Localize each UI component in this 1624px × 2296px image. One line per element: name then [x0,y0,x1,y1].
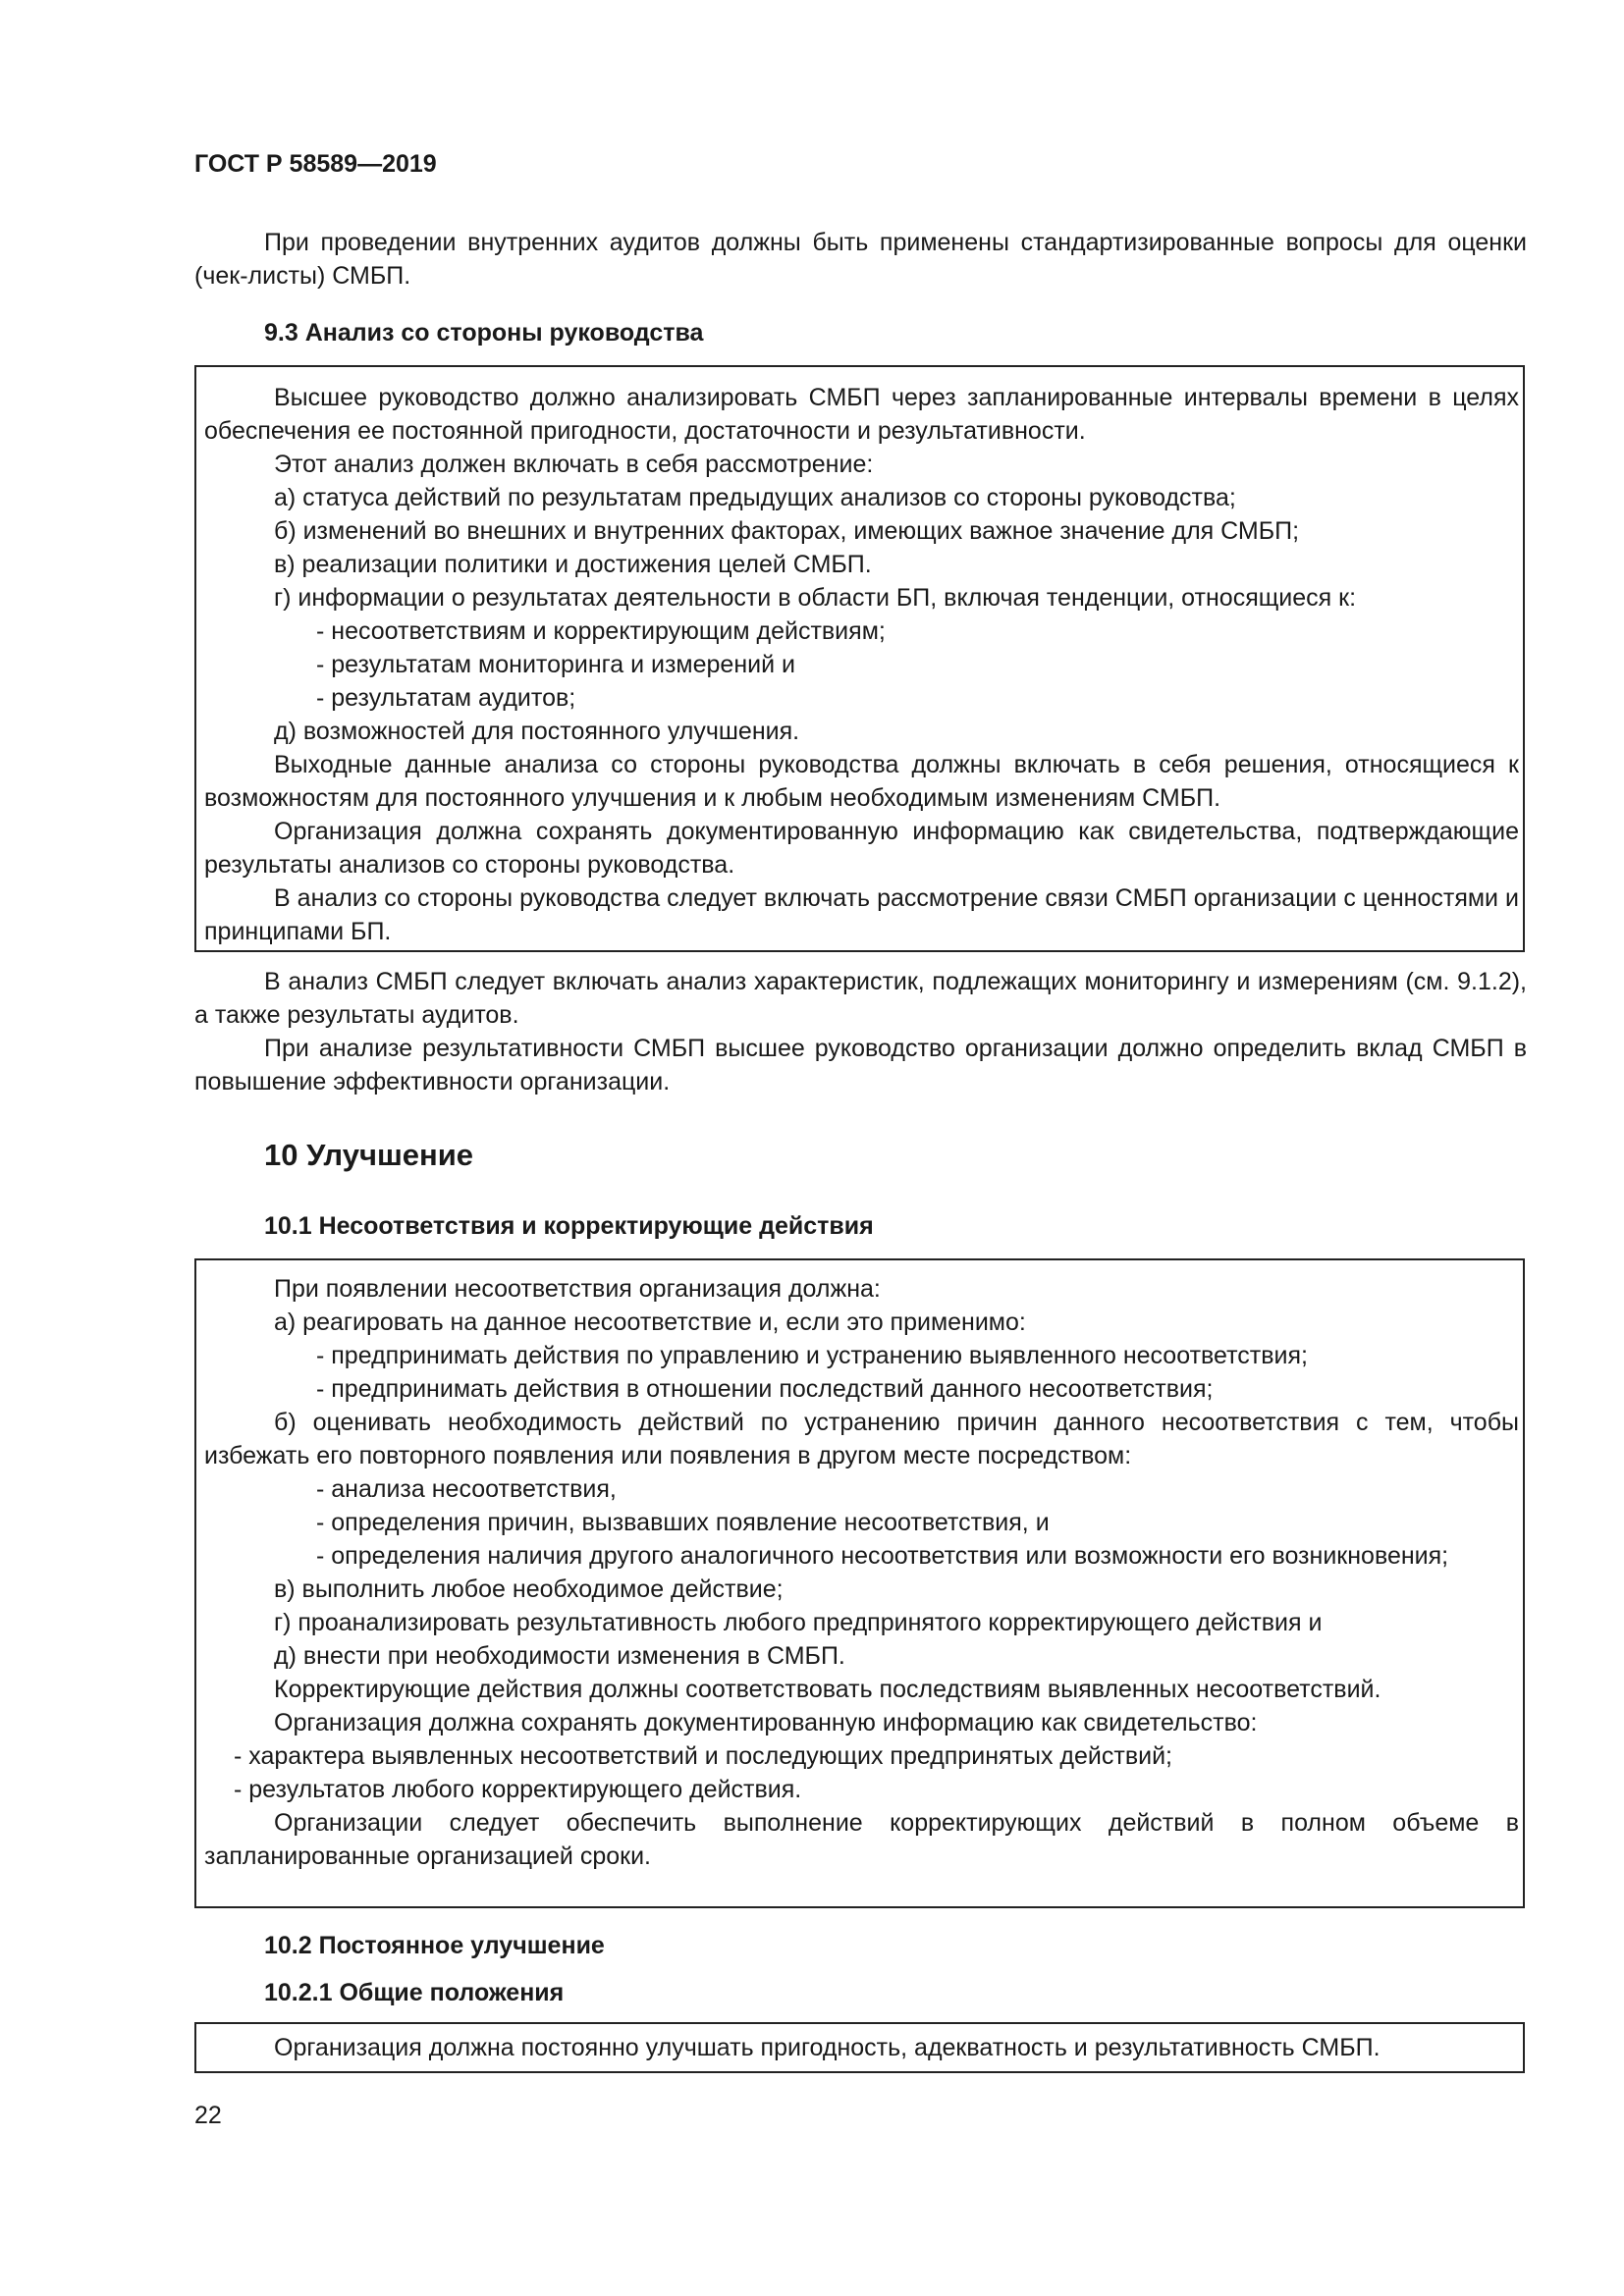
intro-section [194,226,1527,293]
list-item: в) выполнить любое необходимое действие; [274,1575,784,1603]
section-heading-10-2: 10.2 Постоянное улучшение [264,1932,605,1959]
paragraph: В анализ СМБП следует включать анализ характеристик, подлежащих мониторингу и измерениям (см. 9.1.2), а также результаты аудитов. [194,968,1527,1029]
paragraph: Высшее руководство должно анализировать СМБП через запланированные интервалы времени в целях обеспечения ее постоянной пригодности, достаточности и результативности. [204,384,1519,445]
sub-list-item: - определения причин, вызвавших появление несоответствия, и [316,1509,1050,1536]
sub-list-item: - предпринимать действия в отношении последствий данного несоответствия; [316,1375,1214,1403]
sub-list-item: - результатам мониторинга и измерений и [316,651,795,678]
list-item: а) статуса действий по результатам предыдущих анализов со стороны руководства; [274,484,1236,511]
requirement-box-10-2-1 [194,2022,1525,2073]
paragraph: Корректирующие действия должны соответствовать последствиям выявленных несоответствий. [274,1676,1381,1703]
requirement-box-10-1 [194,1258,1525,1908]
list-item: д) внести при необходимости изменения в СМБП. [274,1642,845,1670]
section-heading-9-3: 9.3 Анализ со стороны руководства [264,319,704,347]
list-item: б) оценивать необходимость действий по устранению причин данного несоответствия с тем, чтобы избежать его повторного появления или появления в другом месте посредством: [204,1409,1519,1469]
sub-list-item: - анализа несоответствия, [316,1475,617,1503]
paragraph: Организация должна сохранять документированную информацию как свидетельство: [274,1709,1258,1736]
list-item: а) реагировать на данное несоответствие и, если это применимо: [274,1308,1026,1336]
sub-list-item: - результатам аудитов; [316,684,576,712]
paragraph: При анализе результативности СМБП высшее руководство организации должно определить вклад СМБП в повышение эффективности организации. [194,1035,1527,1095]
list-item: б) изменений во внешних и внутренних факторах, имеющих важное значение для СМБП; [274,517,1300,545]
document-header: ГОСТ Р 58589—2019 [194,150,437,178]
sub-list-item: - несоответствиям и корректирующим действиям; [316,617,886,645]
requirement-box-9-3 [194,365,1525,952]
section-9-3-notes [194,965,1527,1098]
list-item: г) информации о результатах деятельности в области БП, включая тенденции, относящиеся к: [274,584,1357,612]
paragraph: Организация должна постоянно улучшать пригодность, адекватность и результативность СМБП. [274,2034,1380,2061]
section-heading-10: 10 Улучшение [264,1138,474,1172]
sub-list-item: - определения наличия другого аналогичного несоответствия или возможности его возникновения; [316,1542,1449,1570]
paragraph: Этот анализ должен включать в себя рассмотрение: [274,451,874,478]
list-item: - характера выявленных несоответствий и последующих предпринятых действий; [234,1742,1172,1770]
paragraph: При проведении внутренних аудитов должны быть применены стандартизированные вопросы для оценки (чек-листы) СМБП. [194,229,1527,290]
list-item: в) реализации политики и достижения целей СМБП. [274,551,872,578]
list-item: г) проанализировать результативность любого предпринятого корректирующего действия и [274,1609,1323,1636]
page-number: 22 [194,2102,222,2129]
section-heading-10-1: 10.1 Несоответствия и корректирующие действия [264,1212,874,1240]
list-item: д) возможностей для постоянного улучшения. [274,718,800,745]
section-heading-10-2-1: 10.2.1 Общие положения [264,1979,565,2006]
paragraph: Организации следует обеспечить выполнение корректирующих действий в полном объеме в запланированные организацией сроки. [204,1809,1519,1870]
list-item: - результатов любого корректирующего действия. [234,1776,802,1803]
sub-list-item: - предпринимать действия по управлению и устранению выявленного несоответствия; [316,1342,1308,1369]
paragraph: При появлении несоответствия организация должна: [274,1275,881,1303]
paragraph: Организация должна сохранять документированную информацию как свидетельства, подтверждающие результаты анализов со стороны руководства. [204,818,1519,879]
paragraph: В анализ со стороны руководства следует включать рассмотрение связи СМБП организации с ценностями и принципами БП. [204,884,1519,945]
paragraph: Выходные данные анализа со стороны руководства должны включать в себя решения, относящиеся к возможностям для постоянного улучшения и к любым необходимым изменениям СМБП. [204,751,1519,812]
